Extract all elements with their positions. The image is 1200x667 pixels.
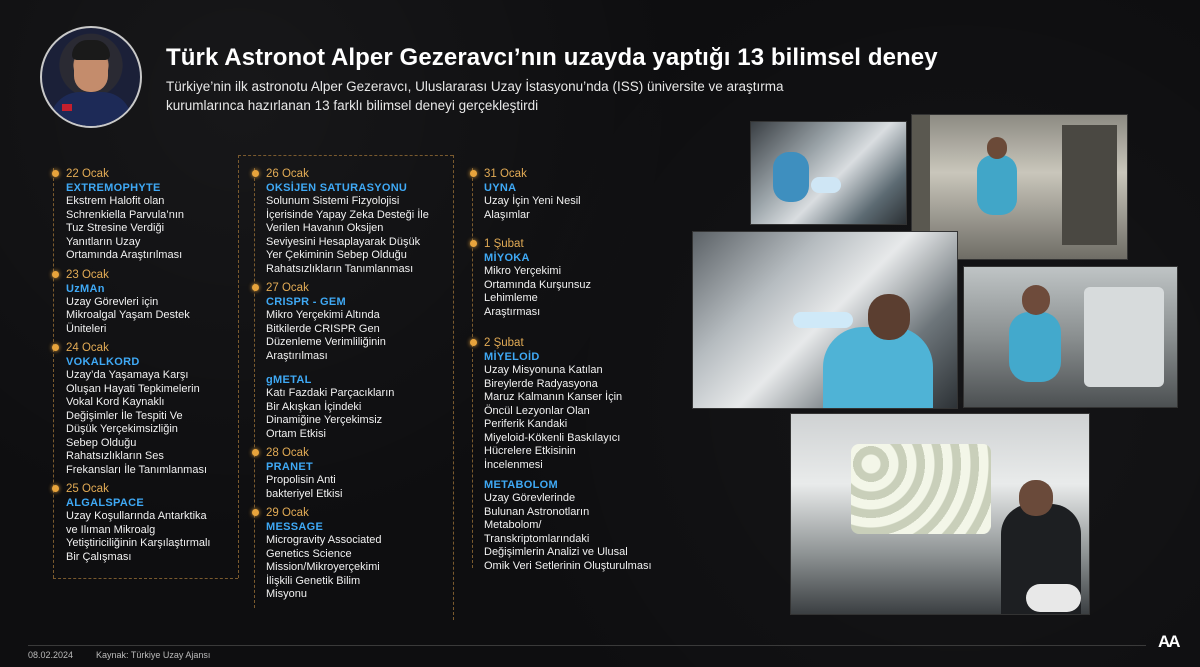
timeline-dot-icon: [470, 170, 477, 177]
experiment-date: 1 Şubat: [484, 238, 524, 250]
astronaut-portrait: [40, 26, 142, 128]
timeline-line-2-top: [238, 155, 453, 156]
experiment-date: 23 Ocak: [66, 268, 109, 281]
experiment-entry: [484, 238, 669, 319]
experiment-date: 28 Ocak: [266, 447, 309, 459]
footer-date: 08.02.2024: [28, 650, 74, 660]
experiment-entry: [66, 168, 241, 263]
experiment-code: EXTREMOPHYTE: [66, 182, 161, 194]
photo-astronaut-smiling: [963, 266, 1178, 408]
experiment-code: VOKALKORD: [66, 356, 140, 368]
experiment-description: Uzay Görevleri için Mikroalgal Yaşam Destek Üniteleri: [66, 295, 190, 335]
timeline-column-2: [266, 168, 451, 608]
experiment-entry: [484, 478, 669, 573]
timeline-line-2b: [254, 168, 255, 608]
timeline-dot-icon: [252, 509, 259, 516]
experiment-code: CRISPR - GEM: [266, 296, 346, 308]
experiment-code: gMETAL: [266, 374, 312, 386]
photo-glovebox-experiment: [750, 121, 907, 225]
experiment-description: Uzay Görevlerinde Bulunan Astronotların Metabolom/ Transkriptomlarındaki Değişimlerin Analizi ve Ulusal Omik Veri Setlerinin Oluşturulması: [484, 492, 652, 572]
timeline-dot-icon: [52, 344, 59, 351]
experiment-entry: [266, 282, 451, 363]
experiment-description: Uzay İçin Yeni Nesil Alaşımlar: [484, 195, 581, 221]
aa-logo-icon: AA: [1158, 632, 1179, 651]
footer-source: Kaynak: Türkiye Uzay Ajansı: [96, 650, 211, 660]
timeline-line-1: [53, 168, 54, 578]
experiment-entry: [266, 373, 451, 441]
timeline-column-1: [66, 168, 241, 570]
timeline-dot-icon: [252, 284, 259, 291]
experiment-entry: [266, 168, 451, 276]
experiment-description: Ekstrem Halofit olan Schrenkiella Parvula’nın Tuz Stresine Verdiği Yanıtların Uzay Ortamında Araştırılması: [66, 195, 185, 261]
experiment-code: PRANET: [266, 461, 314, 473]
experiment-entry: [66, 342, 241, 477]
experiment-code: ALGALSPACE: [66, 497, 144, 509]
experiment-entry: [266, 447, 451, 501]
experiment-date: 27 Ocak: [266, 282, 309, 294]
experiment-date: 26 Ocak: [266, 168, 309, 180]
experiment-code: UYNA: [484, 182, 517, 194]
experiment-description: Uzay Misyonuna Katılan Bireylerde Radyasyona Maruz Kalmanın Kanser İçin Öncül Lezyonlar Olan Periferik Kandaki Miyeloid-Kökenli Baskılayıcı Hücrelere Etkisinin İncelenmesi: [484, 364, 623, 471]
experiment-entry: [66, 269, 241, 337]
experiment-date: 22 Ocak: [66, 168, 109, 180]
page-title: Türk Astronot Alper Gezeravcı’nın uzayda yaptığı 13 bilimsel deney: [166, 44, 938, 71]
experiment-code: MİYELOİD: [484, 351, 540, 363]
page-subtitle: Türkiye’nin ilk astronotu Alper Gezeravcı, Uluslararası Uzay İstasyonu’nda (ISS) üniversite ve araştırma kurumlarınca hazırlanan 13 farklı bilimsel deneyi gerçekleştirdi: [166, 79, 784, 113]
experiment-description: Mikro Yerçekimi Ortamında Kurşunsuz Lehimleme Araştırması: [484, 265, 591, 318]
timeline-dot-icon: [252, 170, 259, 177]
experiment-description: Microgravity Associated Genetics Science Mission/Mikroyerçekimi İlişkili Genetik Bilim Misyonu: [266, 534, 382, 600]
experiment-description: Uzay’da Yaşamaya Karşı Oluşan Hayati Tepkimelerin Vokal Kord Kaynaklı Değişimler İle Tespiti Ve Düşük Yerçekimsizliğin Sebep Olduğu Rahatsızlıkların Ses Frekansları İle Tanımlanması: [66, 369, 208, 476]
timeline-dot-icon: [252, 449, 259, 456]
experiment-code: OKSİJEN SATURASYONU: [266, 182, 408, 194]
experiment-description: Solunum Sistemi Fizyolojisi İçerisinde Yapay Zeka Desteği İle Verilen Havanın Oksijen Seviyesini Hesaplayarak Düşük Yer Çekiminin Sebep Olduğu Rahatsızlıkların Tanımlanması: [266, 195, 429, 275]
experiment-entry: [484, 337, 669, 472]
experiment-entry: [266, 507, 451, 602]
timeline-dot-icon: [52, 271, 59, 278]
experiment-code: MESSAGE: [266, 521, 324, 533]
timeline-line-3: [472, 168, 473, 568]
experiment-date: 29 Ocak: [266, 507, 309, 519]
experiment-date: 31 Ocak: [484, 168, 527, 180]
timeline-dot-icon: [470, 240, 477, 247]
timeline-dot-icon: [470, 339, 477, 346]
experiment-description: Mikro Yerçekimi Altında Bitkilerde CRISPR Gen Düzenleme Verimliliğinin Araştırılması: [266, 309, 386, 362]
experiment-entry: [66, 483, 241, 564]
timeline-line-2: [453, 155, 454, 620]
timeline-column-3: [484, 168, 669, 579]
footer-divider: [28, 645, 1146, 646]
experiment-description: Propolisin Anti bakteriyel Etkisi: [266, 474, 343, 500]
experiment-code: METABOLOM: [484, 479, 558, 491]
photo-lab-work: [692, 231, 958, 409]
timeline-dot-icon: [52, 485, 59, 492]
experiment-description: Uzay Koşullarında Antarktika ve Ilıman Mikroalg Yetiştiriciliğinin Karşılaştırmalı Bir Çalışması: [66, 510, 211, 563]
experiment-date: 25 Ocak: [66, 483, 109, 495]
experiment-code: MİYOKA: [484, 252, 530, 264]
experiment-description: Katı Fazdaki Parçacıkların Bir Akışkan İçindeki Dinamiğine Yerçekimsiz Ortam Etkisi: [266, 387, 395, 440]
timeline-dot-icon: [52, 170, 59, 177]
photo-plant-experiment: [790, 413, 1090, 615]
timeline-line-1-bottom: [53, 578, 238, 579]
experiment-date: 2 Şubat: [484, 337, 524, 349]
experiment-code: UzMAn: [66, 282, 105, 295]
experiment-entry: [484, 168, 669, 222]
experiment-date: 24 Ocak: [66, 342, 109, 354]
